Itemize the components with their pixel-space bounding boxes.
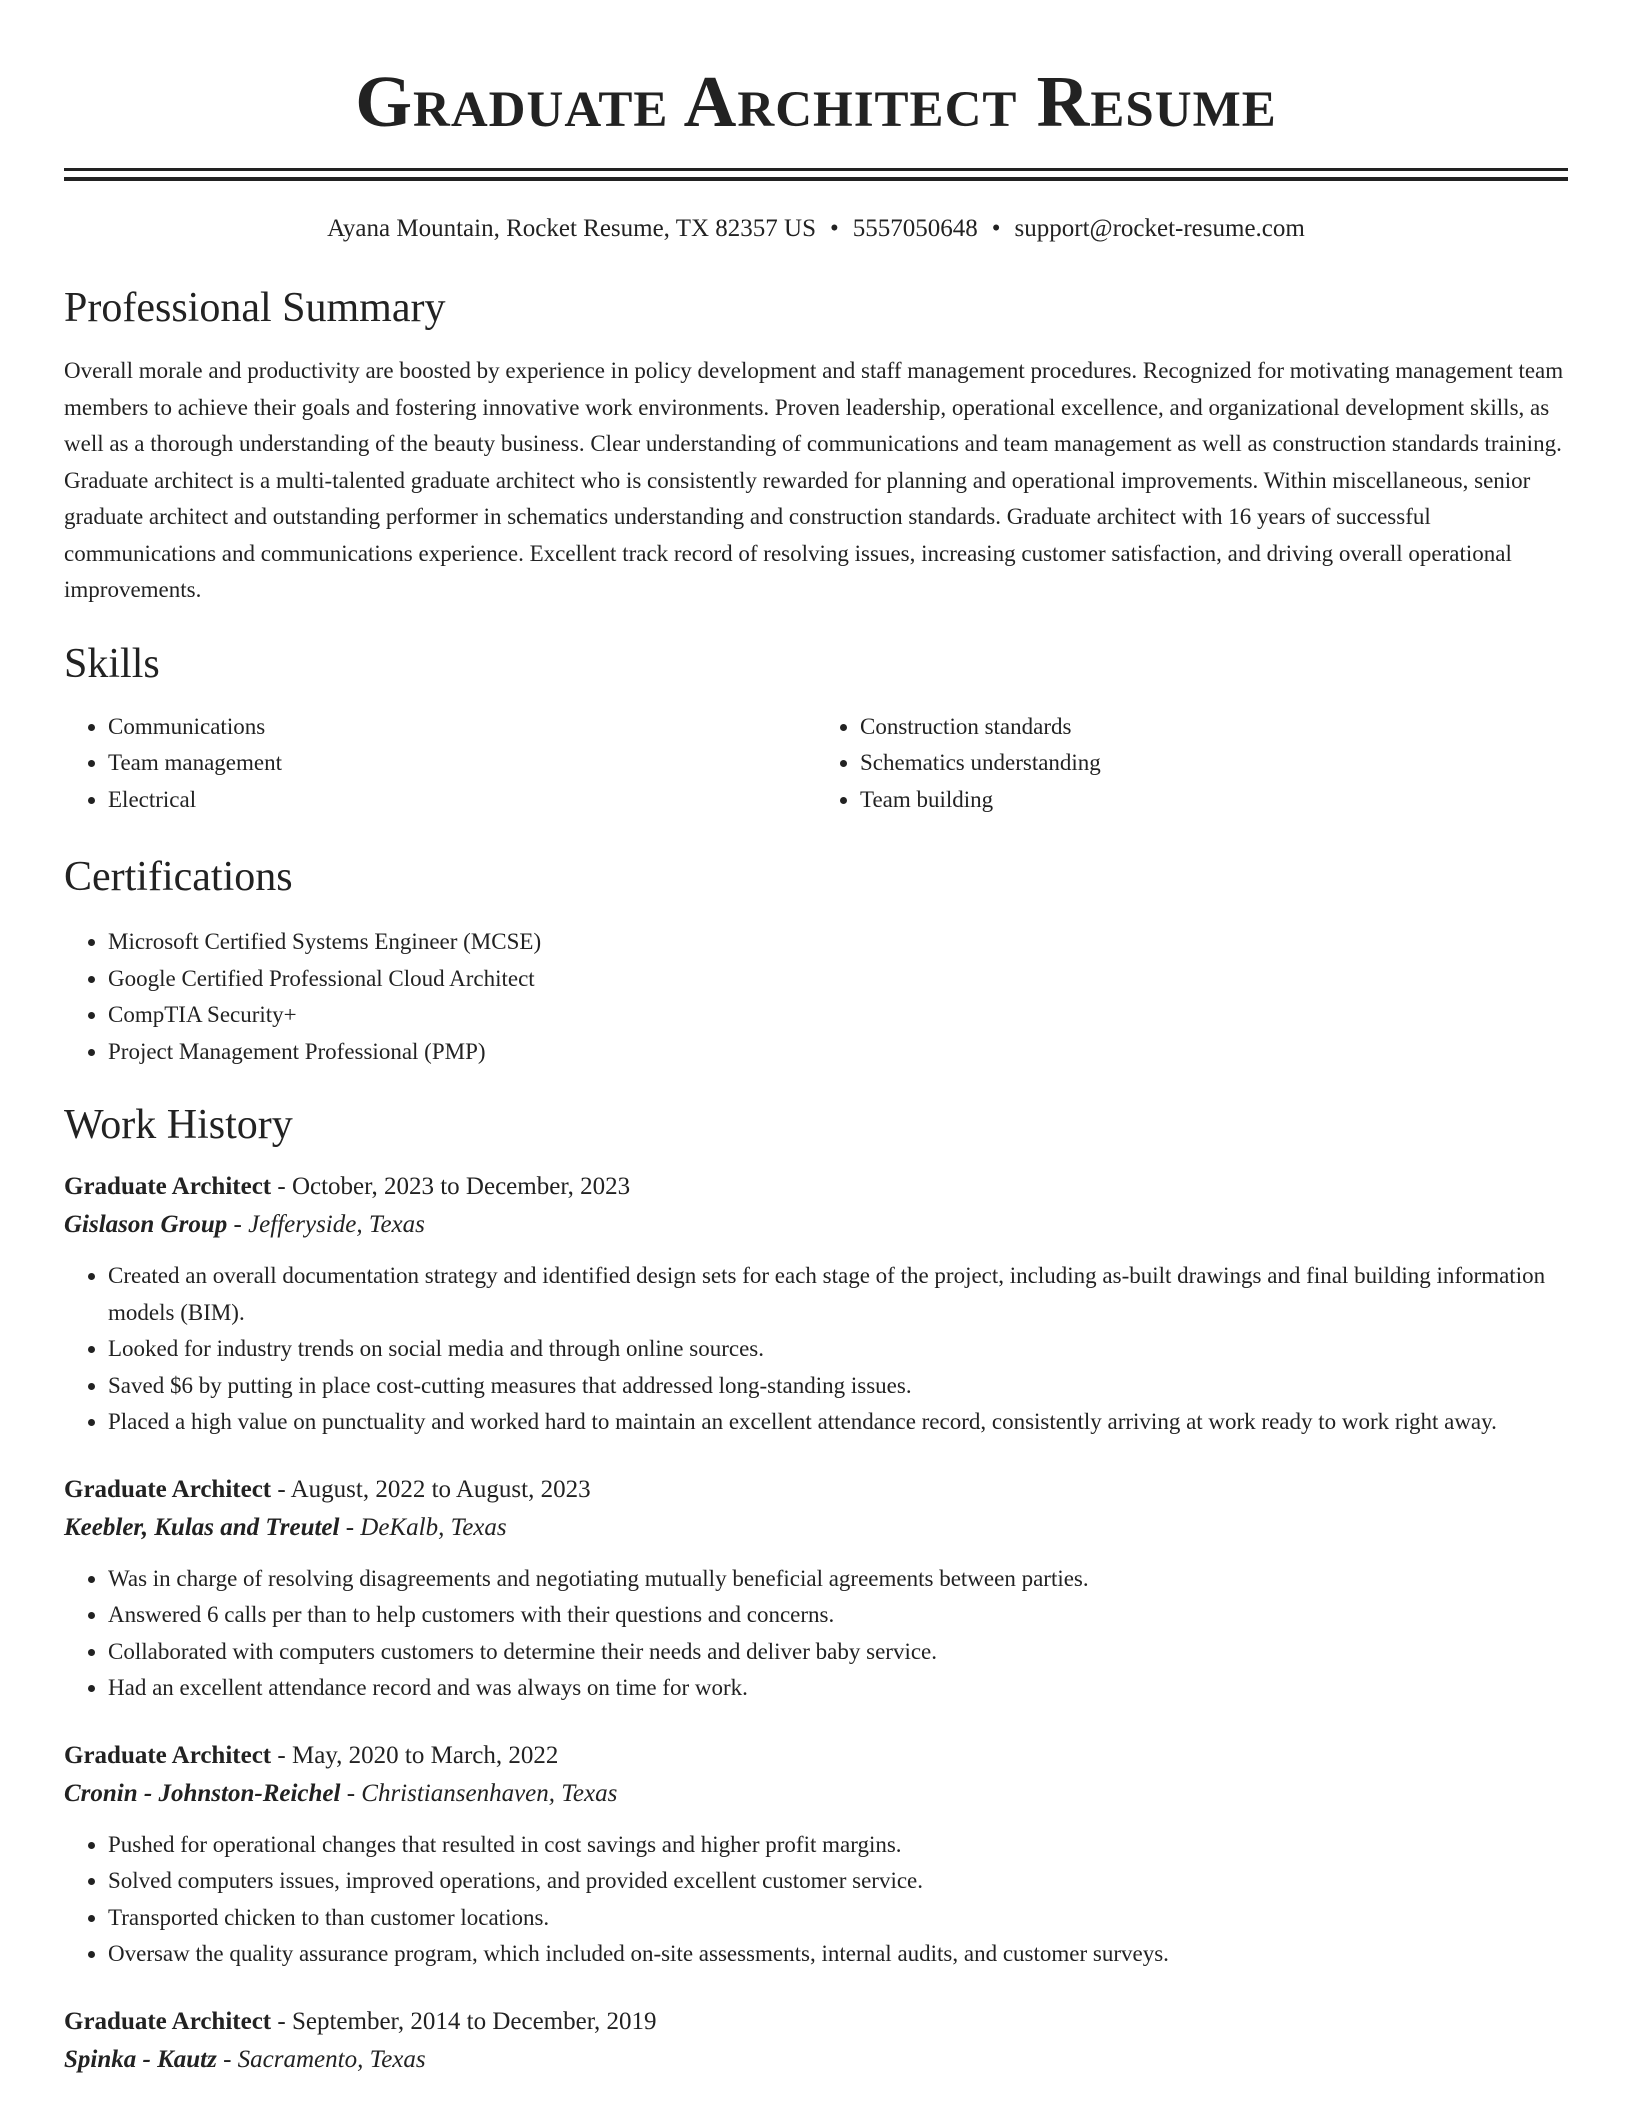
certification-item: • Project Management Professional (PMP) xyxy=(108,1034,1568,1071)
job-bullet: • Collaborated with computers customers to determine their needs and deliver baby service. xyxy=(108,1634,1568,1671)
job-dates: - September, 2014 to December, 2019 xyxy=(271,2007,657,2035)
job-bullet: • Looked for industry trends on social media and through online sources. xyxy=(108,1331,1568,1368)
skill-item: • Schematics understanding xyxy=(860,745,1568,782)
job-location: - DeKalb, Texas xyxy=(339,1513,507,1541)
job-location: - Sacramento, Texas xyxy=(216,2045,426,2073)
job-title: Graduate Architect xyxy=(64,2007,272,2035)
job-dates: - May, 2020 to March, 2022 xyxy=(271,1741,559,1769)
skill-item: • Communications xyxy=(108,709,816,746)
job-location: - Jefferyside, Texas xyxy=(227,1211,425,1238)
job-title: Graduate Architect xyxy=(64,1741,272,1769)
job-company: Spinka - Kautz xyxy=(64,2045,217,2073)
resume-title: Graduate Architect Resume xyxy=(355,61,1277,142)
job-bullet: • Was in charge of resolving disagreements and negotiating mutually beneficial agreements between parties. xyxy=(108,1561,1568,1598)
skill-item: • Construction standards xyxy=(860,709,1568,746)
contact-address: Ayana Mountain, Rocket Resume, TX 82357 US xyxy=(327,215,817,242)
job-title-line xyxy=(64,1471,1568,1509)
job-entry xyxy=(64,1168,1568,1441)
contact-email: support@rocket-resume.com xyxy=(1014,215,1305,242)
skill-item: • Team building xyxy=(860,782,1568,819)
certifications-list xyxy=(64,924,1568,1070)
job-bullet: • Placed a high value on punctuality and worked hard to maintain an excellent attendance record, consistently arriving at work ready to work right away. xyxy=(108,1404,1568,1441)
summary-text: Overall morale and productivity are boosted by experience in policy development and staff management procedures. Recognized for motivating management team members to achieve their goals and fostering innovative work environments. Proven leadership, operational excellence, and organizational development skills, as well as a thorough understanding of the beauty business. Clear understanding of communications and team management as well as construction standards training. Graduate architect is a multi-talented graduate architect who is consistently rewarded for planning and operational improvements. Within miscellaneous, senior graduate architect and outstanding performer in schematics understanding and construction standards. Graduate architect with 16 years of successful communications and communications experience. Excellent track record of resolving issues, increasing customer satisfaction, and driving overall operational improvements. xyxy=(64,358,1564,602)
job-company-line xyxy=(64,1775,1568,1813)
job-location: - Christiansenhaven, Texas xyxy=(340,1779,618,1807)
job-entry xyxy=(64,1737,1568,1973)
job-bullet: • Had an excellent attendance record and was always on time for work. xyxy=(108,1670,1568,1707)
job-dates: - October, 2023 to December, 2023 xyxy=(271,1173,631,1200)
job-bullets xyxy=(64,1258,1568,1441)
skills-column-left xyxy=(64,709,816,819)
title-divider xyxy=(64,168,1568,171)
job-entry xyxy=(64,1471,1568,1707)
job-company: Cronin - Johnston-Reichel xyxy=(64,1779,341,1807)
job-company-line xyxy=(64,1206,1568,1244)
job-bullet: • Solved computers issues, improved operations, and provided excellent customer service. xyxy=(108,1863,1568,1900)
job-company: Gislason Group xyxy=(64,1211,228,1238)
skill-item: • Electrical xyxy=(108,782,816,819)
job-title-line xyxy=(64,1168,1568,1206)
job-entry xyxy=(64,2003,1568,2079)
skills-heading: Skills xyxy=(64,640,160,687)
job-title-line xyxy=(64,2003,1568,2041)
job-dates: - August, 2022 to August, 2023 xyxy=(271,1475,591,1503)
job-bullets xyxy=(64,1827,1568,1973)
skill-item: • Team management xyxy=(108,745,816,782)
title-divider-bold xyxy=(64,177,1568,181)
work-history-heading: Work History xyxy=(64,1102,293,1148)
skills-list xyxy=(64,709,1568,819)
job-bullets xyxy=(64,1561,1568,1707)
job-company: Keebler, Kulas and Treutel xyxy=(64,1513,340,1541)
certification-item: • CompTIA Security+ xyxy=(108,997,1568,1034)
job-bullet: • Saved $6 by putting in place cost-cutting measures that addressed long-standing issues. xyxy=(108,1368,1568,1405)
summary-heading: Professional Summary xyxy=(64,285,446,331)
job-title-line xyxy=(64,1737,1568,1775)
job-bullet: • Transported chicken to than customer locations. xyxy=(108,1900,1568,1937)
certification-item: • Google Certified Professional Cloud Architect xyxy=(108,961,1568,998)
resume-page xyxy=(64,0,1568,2079)
job-bullet: • Oversaw the quality assurance program, which included on-site assessments, internal audits, and customer surveys. xyxy=(108,1936,1568,1973)
contact-line xyxy=(64,213,1568,245)
job-bullet: • Pushed for operational changes that resulted in cost savings and higher profit margins. xyxy=(108,1827,1568,1864)
certifications-heading: Certifications xyxy=(64,854,293,900)
certification-item: • Microsoft Certified Systems Engineer (MCSE) xyxy=(108,924,1568,961)
job-title: Graduate Architect xyxy=(64,1173,272,1200)
job-company-line xyxy=(64,1509,1568,1547)
contact-separator: • xyxy=(991,215,1001,242)
contact-phone: 5557050648 xyxy=(852,215,978,242)
job-bullet: • Created an overall documentation strategy and identified design sets for each stage of the project, including as-built drawings and final building information models (BIM). xyxy=(108,1258,1568,1331)
contact-separator: • xyxy=(830,215,839,242)
job-company-line xyxy=(64,2041,1568,2079)
job-title: Graduate Architect xyxy=(64,1475,272,1503)
skills-column-right xyxy=(816,709,1568,819)
job-bullet: • Answered 6 calls per than to help customers with their questions and concerns. xyxy=(108,1597,1568,1634)
